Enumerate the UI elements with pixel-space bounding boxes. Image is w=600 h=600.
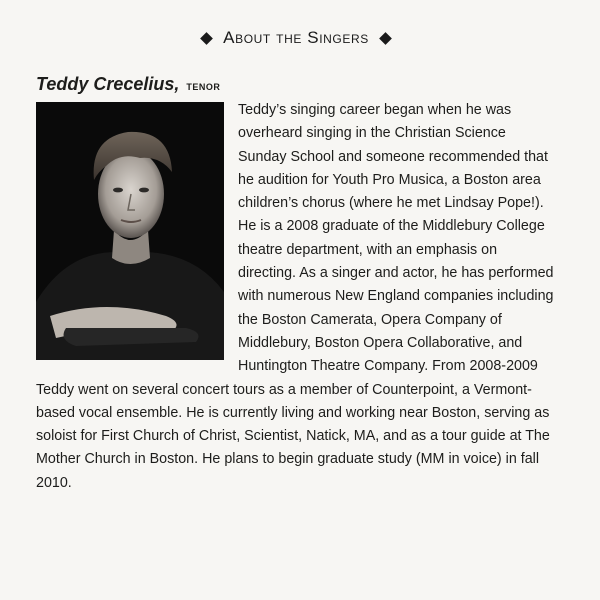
singer-name-line (36, 74, 556, 95)
singer-bio (36, 99, 556, 495)
section-title: About the Singers (223, 28, 369, 47)
section-heading (36, 28, 556, 48)
diamond-icon (379, 32, 392, 45)
diamond-icon (200, 32, 213, 45)
singer-name: Teddy Crecelius, (36, 74, 180, 94)
singer-bio-text: Teddy’s singing career began when he was overheard singing in the Christian Science Sunday School and someone recommended that he audition for Youth Pro Musica, a Boston area children’s chorus (where he met Lindsay Pope!). He is a 2008 graduate of the Middlebury College theatre department, with an emphasis on directing. As a singer and actor, he has performed with numerous New England companies including the Boston Camerata, Opera Company of Middlebury, Boston Opera Collaborative, and Huntington Theatre Company. From 2008-2009 Teddy went on several concert tours as a member of Counterpoint, a Vermont-based vocal ensemble. He is currently living and working near Boston, serving as soloist for First Church of Christ, Scientist, Natick, MA, and as a tour guide at The Mother Church in Boston. He plans to begin graduate study (MM in voice) in fall 2010. (36, 102, 554, 491)
portrait-photo (36, 102, 224, 360)
singer-voice-type: tenor (186, 78, 221, 93)
portrait-photo-image (36, 102, 224, 360)
